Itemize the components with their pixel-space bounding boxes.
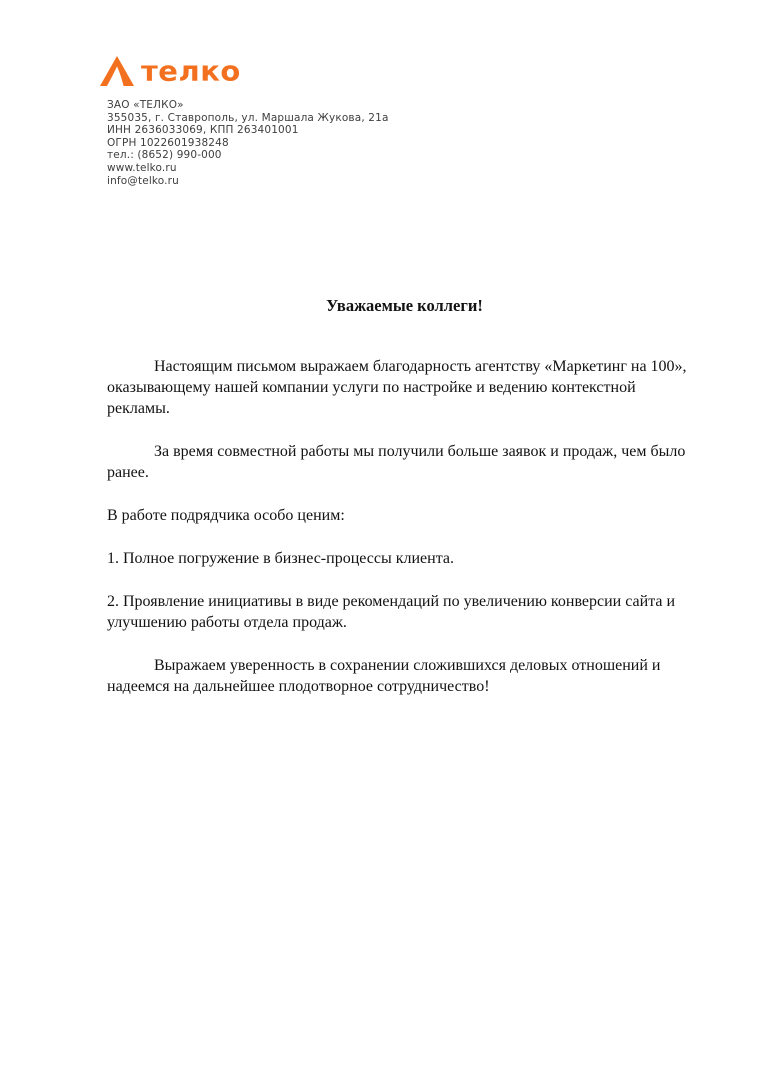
company-name: ЗАО «ТЕЛКО» — [107, 99, 184, 111]
letter-paragraph: В работе подрядчика особо ценим: — [107, 507, 345, 524]
logo-triangle-icon — [100, 56, 134, 86]
letter-title: Уважаемые коллеги! — [326, 296, 483, 315]
company-inn-kpp: ИНН 2636033069, КПП 263401001 — [107, 124, 299, 137]
letterhead — [100, 56, 389, 187]
letter-paragraph: 2. Проявление инициативы в виде рекомендаций по увеличению конверсии сайта и улучшению работы отдела продаж. — [107, 593, 676, 631]
logo-text: телко — [141, 54, 241, 88]
letter-paragraph: За время совместной работы мы получили больше заявок и продаж, чем было ранее. — [107, 443, 686, 481]
letter-body — [107, 295, 702, 719]
letter-paragraph: 1. Полное погружение в бизнес-процессы клиента. — [107, 550, 454, 567]
company-email: info@telko.ru — [107, 174, 179, 187]
company-phone: тел.: (8652) 990-000 — [107, 149, 222, 162]
company-ogrn: ОГРН 1022601938248 — [107, 136, 229, 149]
letter-paragraph: Выражаем уверенность в сохранении сложившихся деловых отношений и надеемся на дальнейшее плодотворное сотрудничество! — [107, 657, 661, 695]
company-address: 355035, г. Ставрополь, ул. Маршала Жукова, 21а — [107, 111, 389, 124]
company-website: www.telko.ru — [107, 161, 177, 174]
letter-paragraph: Настоящим письмом выражаем благодарность агентству «Маркетинг на 100», оказывающему нашей компании услуги по настройке и ведению контекстной рекламы. — [107, 358, 687, 417]
company-details — [107, 99, 389, 187]
company-logo — [100, 56, 389, 86]
